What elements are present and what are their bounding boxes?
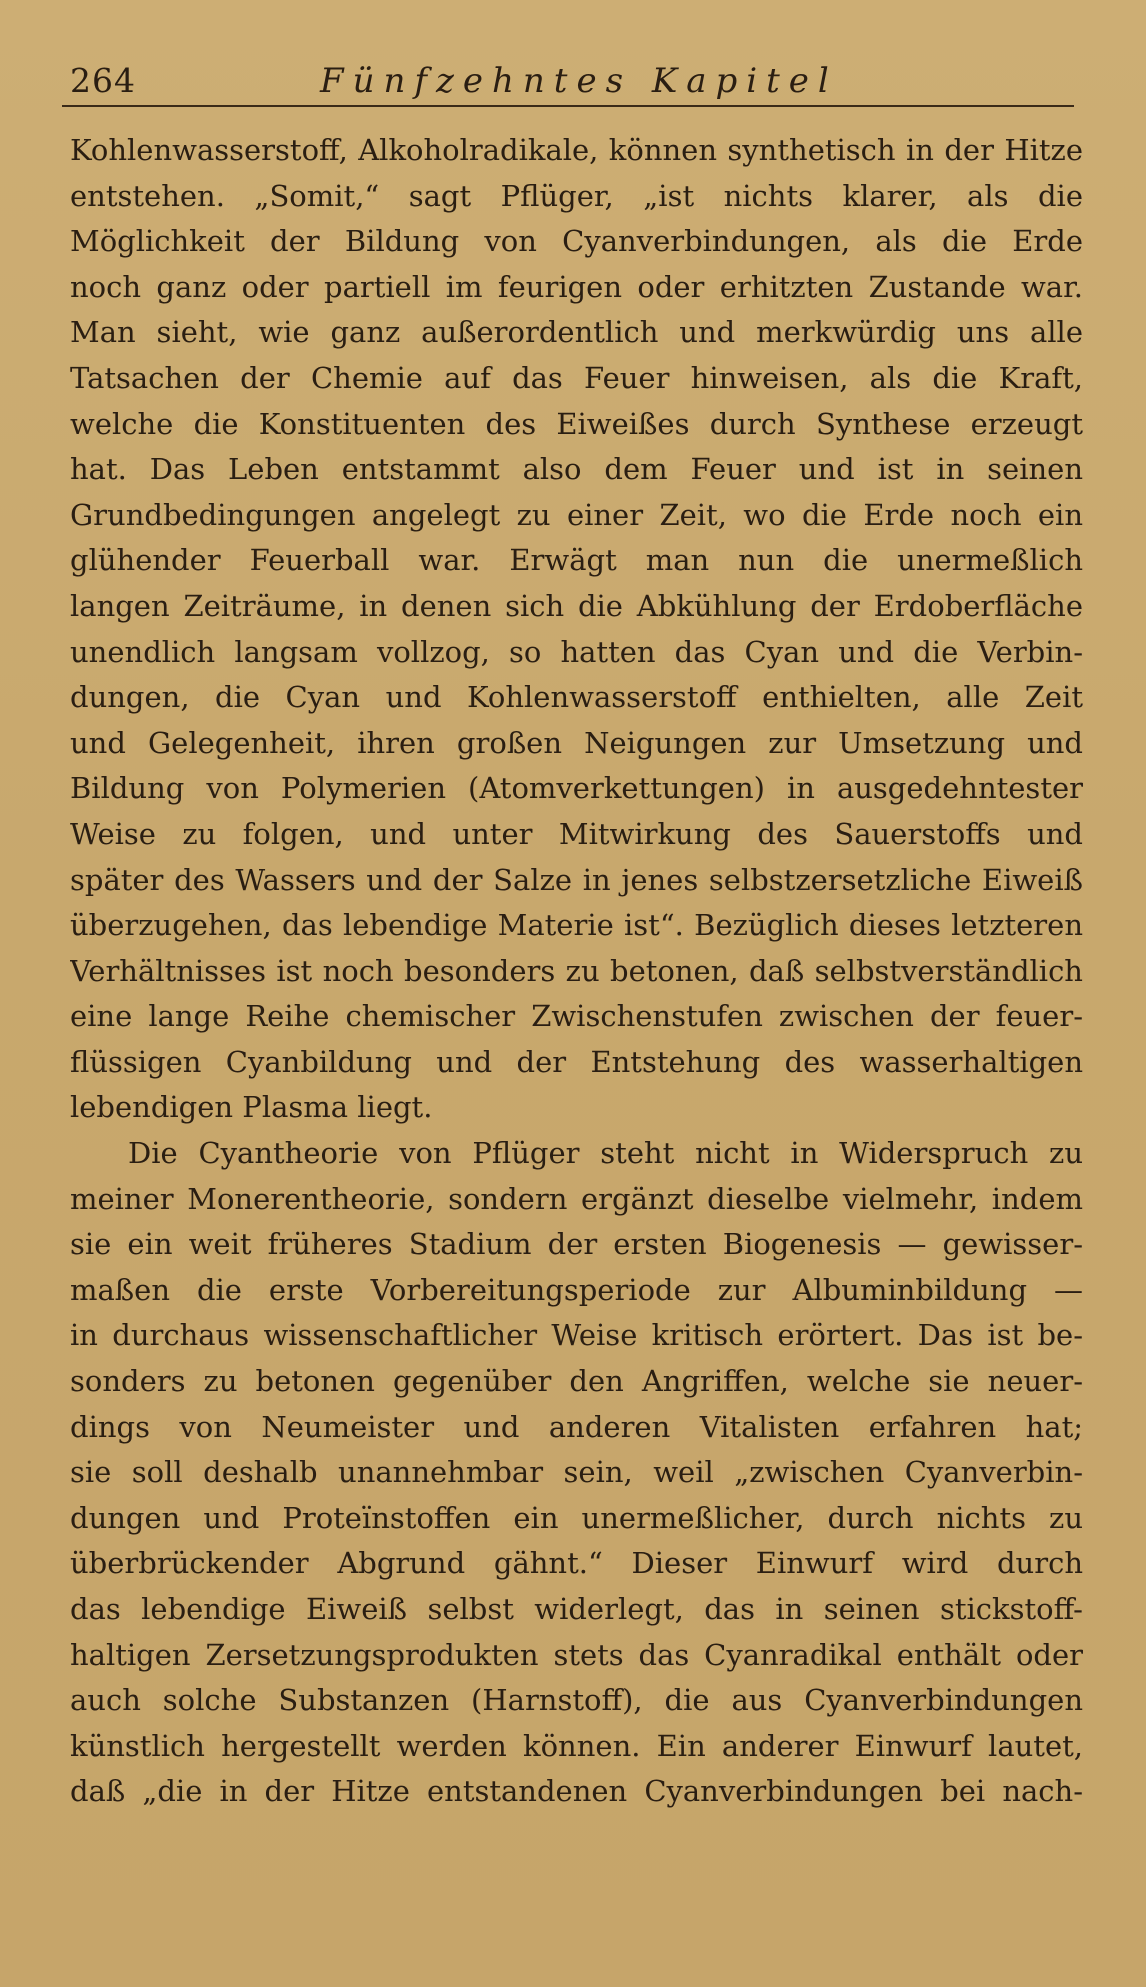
text-line: welche die Konstituenten des Eiweißes durch Synthese erzeugt — [70, 406, 1083, 441]
text-line: Man sieht, wie ganz außerordentlich und merkwürdig uns alle — [70, 315, 1083, 350]
text-line: dungen und Proteïnstoffen ein unermeßlicher, durch nichts zu — [70, 1500, 1083, 1535]
text-line: Bildung von Polymerien (Atomverkettungen) in ausgedehntester — [70, 771, 1083, 806]
text-line: sonders zu betonen gegenüber den Angriffen, welche sie neuer- — [70, 1364, 1083, 1399]
text-line: entstehen. „Somit,“ sagt Pflüger, „ist nichts klarer, als die — [70, 178, 1083, 213]
text-line: eine lange Reihe chemischer Zwischenstufen zwischen der feuer- — [70, 999, 1083, 1034]
text-line: dings von Neumeister und anderen Vitalisten erfahren hat; — [70, 1409, 1083, 1444]
page-number: 264 — [70, 61, 136, 100]
text-line: und Gelegenheit, ihren großen Neigungen zur Umsetzung und — [70, 725, 1083, 760]
body-text — [70, 128, 1083, 1815]
text-line: meiner Monerentheorie, sondern ergänzt dieselbe vielmehr, indem — [70, 1181, 1083, 1216]
text-line: haltigen Zersetzungsprodukten stets das Cyanradikal enthält oder — [70, 1637, 1083, 1672]
text-line: auch solche Substanzen (Harnstoff), die aus Cyanverbindungen — [70, 1683, 1083, 1718]
text-line: sie soll deshalb unannehmbar sein, weil „zwischen Cyanverbin- — [70, 1455, 1083, 1490]
text-line: Kohlenwasserstoff, Alkoholradikale, können synthetisch in der Hitze — [70, 133, 1083, 167]
text-line: später des Wassers und der Salze in jenes selbstzersetzliche Eiweiß — [70, 862, 1083, 897]
text-line: hat. Das Leben entstammt also dem Feuer und ist in seinen — [70, 452, 1083, 487]
text-line: überbrückender Abgrund gähnt.“ Dieser Einwurf wird durch — [70, 1546, 1083, 1581]
text-line: glühender Feuerball war. Erwägt man nun die unermeßlich — [70, 543, 1083, 578]
text-line: dungen, die Cyan und Kohlenwasserstoff enthielten, alle Zeit — [70, 680, 1083, 715]
header-rule — [62, 105, 1074, 107]
text-line: das lebendige Eiweiß selbst widerlegt, das in seinen stickstoff- — [70, 1592, 1083, 1626]
running-head: Fünfzehntes Kapitel — [320, 61, 838, 101]
text-line: überzugehen, das lebendige Materie ist“. Bezüglich dieses letzteren — [70, 908, 1083, 943]
text-line: Grundbedingungen angelegt zu einer Zeit, wo die Erde noch ein — [70, 497, 1083, 532]
text-line: Verhältnisses ist noch besonders zu betonen, daß selbstverständlich — [70, 953, 1083, 988]
text-line: daß „die in der Hitze entstandenen Cyanverbindungen bei nach- — [70, 1774, 1083, 1809]
text-line: Möglichkeit der Bildung von Cyanverbindungen, als die Erde — [70, 224, 1083, 259]
text-line: noch ganz oder partiell im feurigen oder erhitzten Zustande war. — [70, 269, 1083, 304]
text-line: künstlich hergestellt werden können. Ein anderer Einwurf lautet, — [70, 1728, 1083, 1763]
paragraph-start-line: Die Cyantheorie von Pflüger steht nicht in Widerspruch zu — [128, 1136, 1083, 1171]
page-header — [70, 58, 1080, 104]
paragraph-end-line: lebendigen Plasma liegt. — [70, 1090, 433, 1125]
text-line: in durchaus wissenschaftlicher Weise kritisch erörtert. Das ist be- — [70, 1318, 1083, 1353]
text-line: sie ein weit früheres Stadium der ersten Biogenesis — gewisser- — [70, 1227, 1083, 1262]
text-line: Weise zu folgen, und unter Mitwirkung des Sauerstoffs und — [70, 816, 1083, 851]
text-line: unendlich langsam vollzog, so hatten das Cyan und die Verbin- — [70, 634, 1083, 669]
text-line: langen Zeiträume, in denen sich die Abkühlung der Erdoberfläche — [70, 588, 1083, 623]
text-line: maßen die erste Vorbereitungsperiode zur Albuminbildung — — [70, 1272, 1083, 1307]
text-line: flüssigen Cyanbildung und der Entstehung des wasserhaltigen — [70, 1044, 1083, 1079]
text-line: Tatsachen der Chemie auf das Feuer hinweisen, als die Kraft, — [70, 360, 1083, 395]
